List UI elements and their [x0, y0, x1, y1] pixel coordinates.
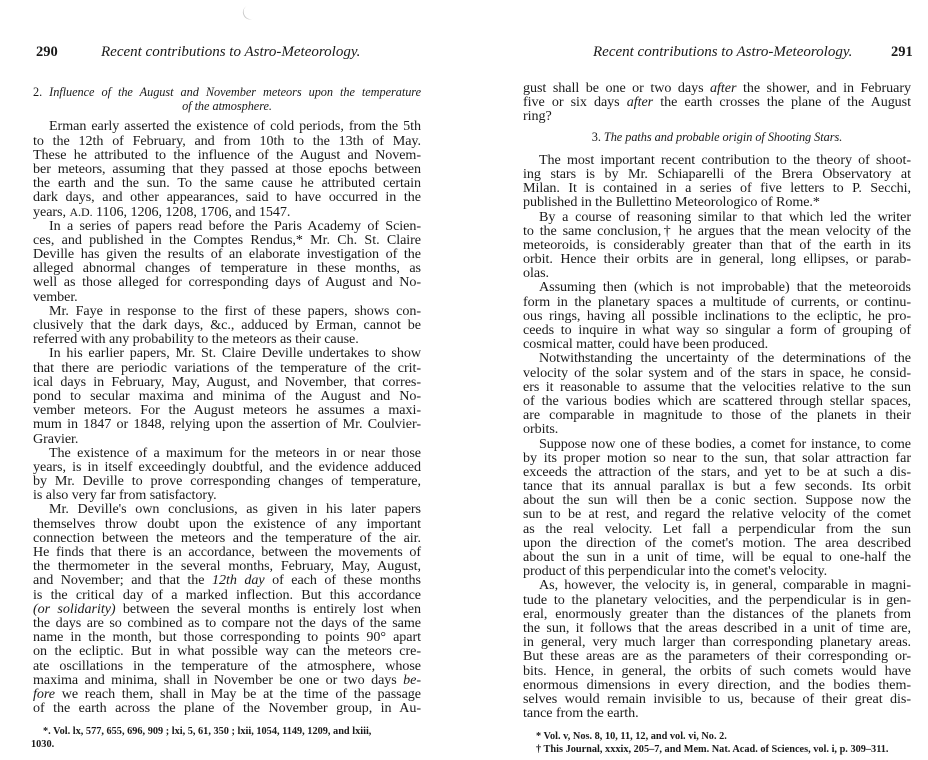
- right-body-text: [523, 81, 911, 720]
- paragraph-line: years, A.D. 1106, 1206, 1208, 1706, and 1547.: [33, 203, 291, 220]
- paragraph-line: as the real velocity. Let fall a perpendicular from the sun: [523, 520, 911, 537]
- paragraph-line: clusively that the dark days, &c., adduced by Erman, cannot be: [33, 317, 421, 333]
- paragraph-line: orbit. Hence their orbits are in general, long ellipses, or parab-: [523, 251, 911, 268]
- section-heading: 3. The paths and probable origin of Shooting Stars.: [591, 129, 843, 144]
- paragraph-line: The most important recent contribution to the theory of shoot-: [539, 151, 911, 168]
- paragraph-line: mum in 1847 or 1848, relying upon the assertion of Mr. Coulvier-: [33, 416, 421, 433]
- paragraph-line: In his earlier papers, Mr. St. Claire Deville undertakes to show: [49, 345, 421, 362]
- left-body-text: [33, 85, 421, 715]
- running-title: Recent contributions to Astro-Meteorology.: [101, 44, 361, 60]
- paragraph-line: Assuming then (which is not improbable) that the meteoroids: [539, 279, 911, 296]
- paragraph-line: Erman early asserted the existence of cold periods, from the 5th: [49, 118, 421, 135]
- paragraph-line: maxima and minima, shall in November be one or two days be-: [33, 671, 421, 688]
- paragraph-line: velocity of the solar system and of the stars in space, he consid-: [523, 364, 911, 381]
- paragraph-line: Deville has given the results of an elaborate investigation of the: [33, 246, 421, 263]
- paragraph-line: eral, enormously greater than the distances of the planets from: [523, 605, 911, 622]
- paragraph-line: tance that its annual parallax is but a few seconds. Its orbit: [523, 478, 911, 495]
- paragraph-line: that there are periodic variations of the temperature of the crit-: [33, 359, 421, 376]
- paragraph-line: pond to secular maxima and minima of the August and No-: [33, 387, 421, 404]
- paragraph-line: product of this perpendicular into the comet's velocity.: [523, 563, 828, 580]
- paragraph-line: about the sun will then be a conic section. Suppose now the: [523, 492, 911, 509]
- paragraph-line: fore we reach them, shall in May be at the time of the passage: [33, 685, 421, 702]
- paragraph-line: olas.: [523, 265, 549, 282]
- paragraph-line: tance from the earth.: [523, 705, 639, 722]
- left-footnotes: [31, 726, 421, 751]
- paragraph-line: ous rings, having all possible inclinations to the ecliptic, he pro-: [523, 307, 911, 324]
- footnote: † This Journal, xxxix, 205–7, and Mem. Nat. Acad. of Sciences, vol. i, p. 309–311.: [536, 743, 889, 755]
- paragraph-line: referred with any probability to the meteors as their cause.: [33, 331, 359, 348]
- paragraph-line: Mr. Faye in response to the first of these papers, shows con-: [49, 302, 421, 319]
- paragraph-line: ces, and published in the Comptes Rendus,* Mr. Ch. St. Claire: [33, 231, 421, 248]
- paragraph-line: These he attributed to the influence of the August and Novem-: [33, 146, 421, 163]
- paragraph-line: But these areas are as the parameters of their corresponding or-: [523, 648, 911, 665]
- paragraph-line: enormous dimensions in every direction, and the bodies them-: [523, 676, 911, 693]
- paragraph-line: By a course of reasoning similar to that which led the writer: [539, 208, 911, 225]
- section-heading: 2. Influence of the August and November meteors upon the temperature: [33, 85, 421, 99]
- paragraph-line: In a series of papers read before the Paris Academy of Scien-: [49, 217, 421, 234]
- paragraph-line: the thermometer in the several months, February, May, August,: [33, 558, 421, 575]
- paragraph-line: of the earth across the plane of the November group, in Au-: [33, 700, 421, 717]
- paragraph-line: ing stars is by Mr. Schiaparelli of the Brera Observatory at: [523, 165, 911, 182]
- page-number: 290: [36, 44, 58, 60]
- paragraph-line: ceeds to inquire in what way so singular a form of grouping of: [523, 322, 911, 338]
- paragraph-line: published in the Bullettino Meteorologico of Rome.*: [523, 194, 820, 211]
- paragraph-line: Milan. It is contained in a series of five letters to P. Secchi,: [523, 180, 911, 197]
- paragraph-line: Suppose now one of these bodies, a comet for instance, to come: [539, 435, 911, 452]
- paragraph-line: ber meteors, assuming that they passed at those epochs between: [33, 160, 421, 177]
- section-heading-cont: of the atmosphere.: [182, 99, 272, 114]
- paragraph-line: years, is in itself exceedingly doubtful, and the evidence adduced: [33, 458, 421, 475]
- paragraph-line: dark days, and other appearances, said to have occurred in the: [33, 189, 421, 206]
- paragraph-line: by Mr. Deville to prove corresponding changes of temperature,: [33, 473, 421, 490]
- paragraph-line: on the ecliptic. But in what possible way can the meteors cre-: [33, 643, 421, 660]
- paragraph-line: exceeds the attraction of the stars, and yet to be at such a dis-: [523, 463, 911, 480]
- paragraph-line: form in the planetary spaces a multitude of currents, or continu-: [523, 293, 911, 310]
- footnote: * Vol. v, Nos. 8, 10, 11, 12, and vol. vi, No. 2.: [536, 731, 727, 742]
- paragraph-line: As, however, the velocity is, in general, comparable in magni-: [539, 577, 911, 594]
- paragraph-line: the sun, it follows that the areas described in a unit of time are,: [523, 619, 911, 636]
- paragraph-line: is the critical day of a marked inflection. But this accordance: [33, 586, 421, 603]
- paragraph-line: themselves throw doubt upon the existence of any important: [33, 515, 421, 532]
- right-page: [464, 0, 928, 760]
- paragraph-line: bits. Hence, in general, the orbits of such comets would have: [523, 662, 911, 679]
- paragraph-line: The existence of a maximum for the meteors in or near those: [49, 444, 421, 461]
- paragraph-line: meteoroids, is considerably greater than that of the earth in its: [523, 236, 911, 253]
- running-title: Recent contributions to Astro-Meteorology.: [593, 44, 853, 60]
- paragraph-line: connection between the meteors and the temperature of the air.: [33, 529, 421, 546]
- paragraph-line: about the sun in a unit of time, will be equal to one-half the: [523, 549, 911, 565]
- footnote: *. Vol. lx, 577, 655, 696, 909 ; lxi, 5, 61, 350 ; lxii, 1054, 1149, 1209, and lxiii,: [43, 726, 372, 737]
- paragraph-line: He finds that there is an accordance, between the movements of: [33, 544, 421, 560]
- page-number: 291: [891, 44, 913, 60]
- paragraph-line: cosmical matter, could have been produced.: [523, 336, 769, 353]
- paragraph-line: vember meteors. For the August meteors he assumes a maxi-: [33, 402, 421, 419]
- paragraph-line: are comparable in magnitude to those of the planets in their: [523, 407, 911, 424]
- paragraph-line: is also very far from satisfactory.: [33, 487, 217, 504]
- paragraph-line: selves would remain invisible to us, because of their great dis-: [523, 690, 911, 707]
- paragraph-line: the earth and the sun. To the same cause he attributed certain: [33, 175, 421, 192]
- paragraph-line: Gravier.: [33, 430, 79, 447]
- paragraph-line: of the various bodies which are scattered through stellar spaces,: [523, 392, 911, 409]
- paragraph-line: sun to be at rest, and regard the relative velocity of the comet: [523, 506, 911, 523]
- paragraph-line: by its proper motion so near to the sun, that solar attraction far: [523, 449, 911, 466]
- paragraph-line: ring?: [523, 108, 552, 125]
- paragraph-line: tude to the planetary velocities, and the perpendicular is in gen-: [523, 591, 911, 608]
- footnote-cont: 1030.: [31, 738, 55, 750]
- paragraph-line: five or six days after the earth crosses the plane of the August: [523, 94, 911, 111]
- paragraph-line: in general, very much larger than corresponding planetary areas.: [523, 634, 911, 651]
- paragraph-line: ical days in February, May, August, and November, that corres-: [33, 373, 421, 390]
- paragraph-line: Mr. Deville's own conclusions, as given in his later papers: [49, 501, 421, 518]
- paragraph-line: well as those alleged for corresponding days of August and No-: [33, 274, 421, 291]
- paragraph-line: to the same conclusion,† he argues that the mean velocity of the: [523, 222, 911, 239]
- paragraph-line: ers it reasonable to assume that the velocities relative to the sun: [523, 378, 911, 395]
- paragraph-line: vember.: [33, 288, 78, 305]
- paragraph-line: orbits.: [523, 421, 559, 438]
- paragraph-line: Notwithstanding the uncertainty of the determinations of the: [539, 350, 911, 367]
- paragraph-line: upon the direction of the comet's motion. The area described: [523, 534, 911, 551]
- paragraph-line: (or solidarity) between the several months is entirely lost when: [33, 600, 421, 617]
- paragraph-line: to the 12th of February, and from 10th to the 13th of May.: [33, 132, 421, 149]
- paragraph-line: ate oscillations in the temperature of the atmosphere, whose: [33, 657, 421, 674]
- paragraph-line: alleged abnormal changes of temperature in these months, as: [33, 260, 421, 277]
- paragraph-line: gust shall be one or two days after the shower, and in February: [523, 80, 911, 96]
- paragraph-line: the days are so combined as to compare not the days of the same: [33, 614, 421, 631]
- right-footnotes: [536, 731, 916, 756]
- paragraph-line: name in the month, but those corresponding to points 90° apart: [33, 629, 421, 646]
- paragraph-line: and November; and that the 12th day of each of these months: [33, 572, 421, 589]
